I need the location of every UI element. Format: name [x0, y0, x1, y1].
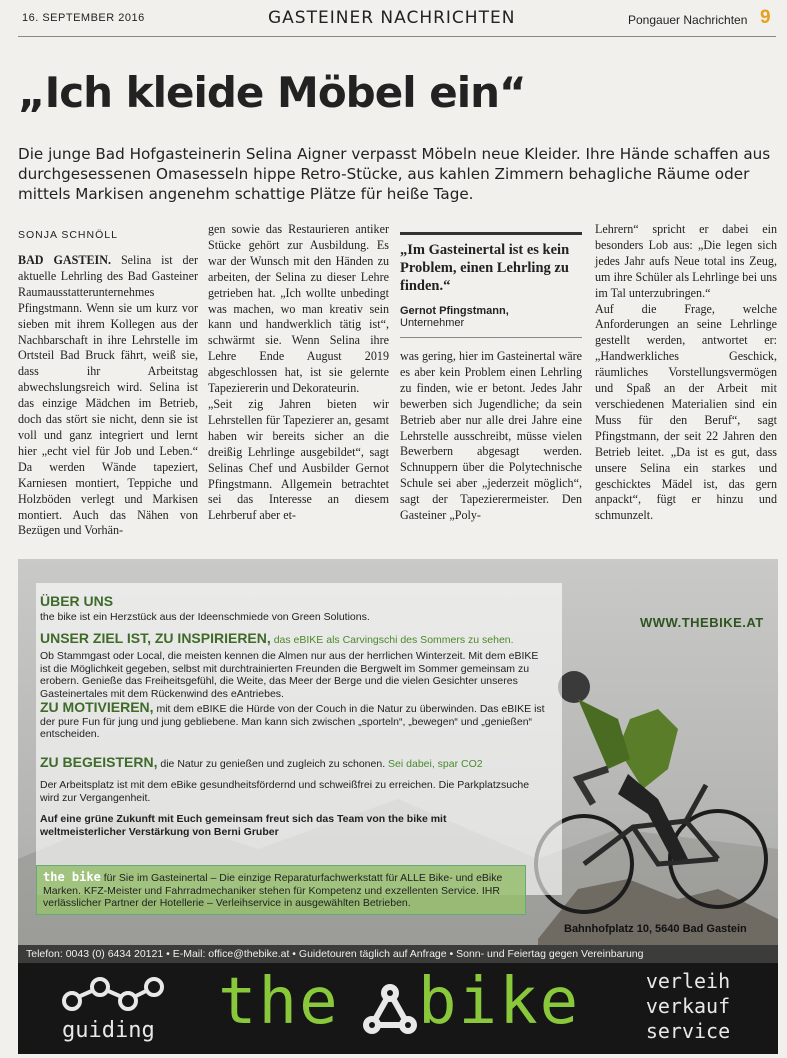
ad-inspire-block [40, 756, 560, 771]
page-number: 9 [760, 7, 771, 28]
ad-goal-block [40, 632, 560, 647]
ad-repair-logo: the bike [43, 870, 101, 884]
section-name: Pongauer Nachrichten [628, 13, 748, 27]
ad-address: Bahnhofplatz 10, 5640 Bad Gastein [564, 923, 747, 935]
chain-link-logo-icon [360, 981, 420, 1041]
ad-services [618, 969, 758, 1044]
ad-logo-the: the [218, 965, 340, 1039]
article-column-4: Lehrern“ spricht er dabei ein besonders Lob aus: „Die legen sich jedes Jahr aufs Neue total ins Zeug, um ihre Schüler als Lehrlinge bei uns im Tal unterzubringen.“ Auf die Frage, welche Anforderungen an seine Lehrlinge gestellt werden, antwortet er: „Handwerkliches Geschick, räumliches Vorstellungsvermögen und Spaß an der Arbeit mit verschiedenen Materialien sind ein Muss für den Beruf“, sagt Pfingstmann, der seit 22 Jahren den Betrieb leitet. „Da ist es gut, dass unsere Selina ein starkes und geschicktes Mädel ist, das gern anpackt“, fügt er hinzu und schmunzelt. [595, 222, 777, 523]
ad-logo-bike: bike [418, 965, 581, 1039]
ad-about-heading: ÜBER UNS [40, 593, 114, 609]
ad-inspire-sub: die Natur zu genießen und zugleich zu schonen. [157, 758, 386, 770]
thebike-advertisement [18, 559, 778, 1054]
publication-name: GASTEINER NACHRICHTEN [268, 8, 516, 28]
ad-motivate-block [40, 701, 550, 741]
ad-goal-sub: das eBIKE als Carvingschi des Sommers zu sehen. [270, 634, 514, 646]
ad-service-sales: verkauf [645, 994, 731, 1018]
ad-closing: Auf eine grüne Zukunft mit Euch gemeinsam freut sich das Team von the bike mit weltmeisterlicher Verstärkung von Berni Gruber [40, 813, 447, 838]
ad-service-repair: service [645, 1019, 731, 1043]
pull-quote-role: Unternehmer [400, 317, 465, 329]
pull-quote-author: Gernot Pfingstmann, [400, 305, 509, 317]
pull-quote [400, 232, 582, 338]
ad-contact-strip [18, 945, 778, 963]
page-header [0, 0, 787, 36]
article-column-2: gen sowie das Restaurieren antiker Stücke gehört zur Ausbildung. Es war der Wunsch mit den Händen zu arbeiten, der Selina zu dieser Lehre getrieben hat. „Ich wollte unbedingt was machen, wo man kreativ sein kann und handwerklich tätig ist“, schwärmt sie. Wenn Selina ihre Lehre Ende August 2019 abgeschlossen hat, ist sie gelernte Tapeziererin und Dekorateurin. „Seit zig Jahren bieten wir Lehrstellen für Tapezierer an, gesamt haben wir bereits sicher an die dreißig Lehrlinge ausgebildet“, sagt Selinas Chef und Ausbilder Gernot Pfingstmann. Allgemein betrachtet sei das Interesse an diesem Lehrberuf aber et- [208, 222, 389, 523]
ad-motivate-heading: ZU MOTIVIEREN, [40, 699, 154, 715]
ad-contact-line: Telefon: 0043 (0) 6434 20121 • E-Mail: office@thebike.at • Guidetouren täglich auf Anfrage • Sonn- und Feiertag gegen Vereinbarung [26, 948, 644, 960]
ad-repair-text-block [43, 871, 521, 910]
ad-inspire-heading: ZU BEGEISTERN, [40, 754, 158, 770]
column-1-text: Selina ist der aktuelle Lehrling des Bad Gasteiner Raumausstatterunternehmes Pfingstmann. Wenn sie um kurz vor sieben mit ihrem Kollegen aus der Nachbarschaft in ihre Lehrstelle im Ortsteil Bad Bruck fährt, weiß sie, dass ihr Arbeitstag abwechslungsreich wird. Selina ist das einzige Mädchen im Betrieb, doch das stört sie nicht, denn sie ist voll und ganz integriert und lernt hier „echt viel für Job und Leben.“ Da werden Wände tapeziert, Karniesen montiert, Teppiche und Holzböden verlegt und Markisen montiert. Auch das Nähen von Bezügen und Vorhän- [18, 253, 198, 538]
ad-goal-heading: UNSER ZIEL IST, ZU INSPIRIEREN, [40, 630, 271, 646]
article-lead: Die junge Bad Hofgasteinerin Selina Aigner verpasst Möbeln neue Kleider. Ihre Hände schaffen aus durchgesessenen Omasesseln hippe Retro-Stücke, aus kahlen Zimmern behagliche Räume oder mittels Markisen angenehm schattige Plätze für heiße Tage. [18, 145, 771, 203]
dateline: BAD GASTEIN. [18, 253, 111, 267]
ad-goal-text: Ob Stammgast oder Local, die meisten kennen die Almen nur aus der herrlichen Winterzeit. Mit dem eBIKE ist die Möglichkeit gegeben, selbst mit durchtrainierten Freunden die Bergwelt im Sommer gemeinsam zu erobern. Genieße das Freiheitsgefühl, die Weite, das Meer der Berge und die vielen Gesichter unseres Gasteinertales mit dem Rückenwind des eAntriebes. [40, 650, 539, 700]
bike-chain-icon [58, 973, 168, 1013]
pull-quote-text: „Im Gasteinertal ist es kein Problem, einen Lehrling zu finden.“ [400, 242, 570, 294]
ad-repair-text: für Sie im Gasteinertal – Die einzige Reparaturfachwerkstatt für ALLE Bike- und eBike Marken. KFZ-Meister und Fahrradmechaniker stehen für Kompetenz und exzellenten Service. IHR verlässlicher Partner der Hotellerie – Verleihservice in ausgewählten Betrieben. [43, 872, 503, 909]
ad-co2-claim: Sei dabei, spar CO2 [385, 758, 483, 770]
header-rule [18, 36, 776, 37]
issue-date: 16. SEPTEMBER 2016 [22, 12, 145, 24]
ad-logo-bar [18, 963, 778, 1054]
ad-motivate-text: mit dem eBIKE die Hürde von der Couch in die Natur zu überwinden. Das eBIKE ist der pure Fun für jung und jung gebliebene. Man kann sich zwischen „sporteln“, „bewegen“ und „genießen“ entscheiden. [40, 703, 545, 740]
ad-guiding-label: guiding [62, 1018, 155, 1043]
ad-service-rental: verleih [645, 969, 731, 993]
ad-inspire-text: Der Arbeitsplatz ist mit dem eBike gesundheitsfördernd und schweißfrei zu erreichen. Die Parkplatzsuche wird zur Vergangenheit. [40, 779, 530, 804]
ad-about-text: the bike ist ein Herzstück aus der Ideenschmiede von Green Solutions. [40, 611, 370, 623]
byline: SONJA SCHNÖLL [18, 229, 118, 241]
ad-website[interactable]: WWW.THEBIKE.AT [640, 615, 764, 630]
article-column-1 [18, 253, 198, 539]
article-column-3: was gering, hier im Gasteinertal wäre es aber kein Problem einen Lehrling zu finden, wie er betont. Jedes Jahr bewerben sich Jugendliche; da sein Betrieb aber nur alle drei Jahre eine Lehrstelle ausschreibt, müsse vielen Bewerbern abgesagt werden. Schnuppern über die Polytechnische Schule sei aber „jederzeit möglich“, sagt der Tapezierermeister. Den Gasteiner „Poly- [400, 349, 582, 523]
ad-repair-box [36, 865, 526, 915]
article-headline: „Ich kleide Möbel ein“ [18, 68, 526, 117]
